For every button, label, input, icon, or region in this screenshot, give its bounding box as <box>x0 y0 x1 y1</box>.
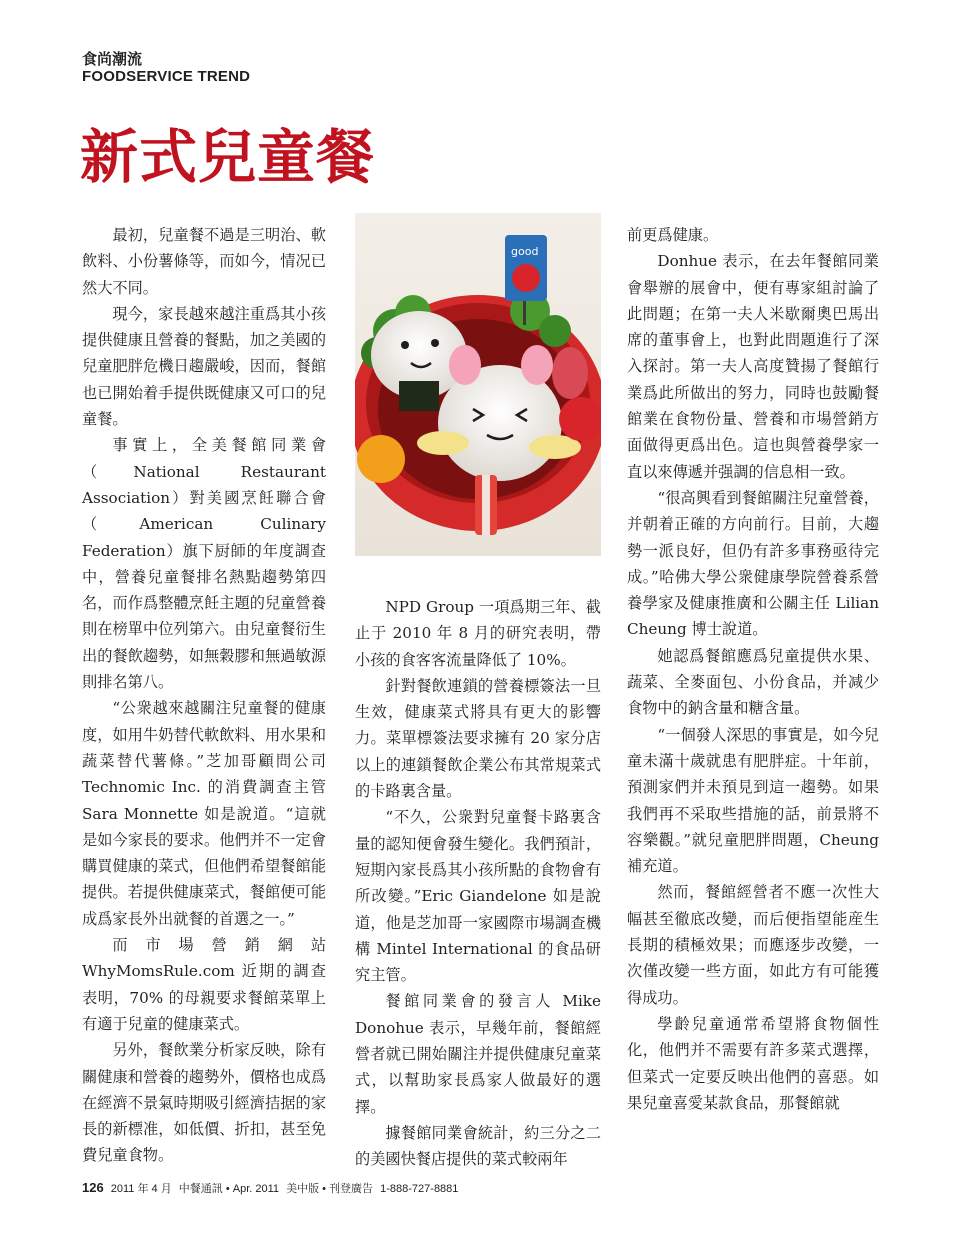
paragraph: 她認爲餐館應爲兒童提供水果、蔬菜、全麥面包、小份食品，并减少食物中的鈉含量和糖含量。 <box>627 646 879 718</box>
paragraph: 針對餐飲連鎖的營養標簽法一旦生效，健康菜式將具有更大的影響力。菜單標簽法要求擁有 20 家分店以上的連鎖餐飲企業公布其常規菜式的卡路裏含量。 <box>355 676 601 801</box>
paragraph: Donhue 表示，在去年餐館同業會舉辦的展會中，便有專家組討論了此問題；在第一夫人米歇爾奧巴馬出席的董事會上，也對此問題進行了深入探討。第一夫人高度贊揚了餐館行業爲此所做出的努力，同時也鼓勵餐館業在食物份量、營養和市場營銷方面做得更爲出色。這也與營養學家一直以來傳遞并强調的信息相一致。 <box>627 252 879 481</box>
paragraph: “很高興看到餐館關注兒童營養，并朝着正確的方向前行。目前，大趨勢一派良好，但仍有許多事務亟待完成。”哈佛大學公衆健康學院營養系營養學家及健康推廣和公關主任 Lilian Cheung 博士說道。 <box>627 488 879 639</box>
paragraph: 現今，家長越來越注重爲其小孩提供健康且營養的餐點，加之美國的兒童肥胖危機日趨嚴峻，因而，餐館也已開始着手提供既健康又可口的兒童餐。 <box>82 304 326 429</box>
paragraph: 據餐館同業會統計，約三分之二的美國快餐店提供的菜式較兩年 <box>355 1123 601 1169</box>
article-column-3 <box>627 222 879 1116</box>
paragraph: 而市場營銷網站 WhyMomsRule.com 近期的調查表明，70% 的母親要求餐館菜單上有適于兒童的健康菜式。 <box>82 936 326 1033</box>
section-label-en: FOODSERVICE TREND <box>82 68 251 85</box>
paragraph: “公衆越來越關注兒童餐的健康度，如用牛奶替代軟飲料、用水果和蔬菜替代薯條。”芝加哥顧問公司 Technomic Inc. 的消費調查主管 Sara Monnette 如是說道。“這就是如今家長的要求。他們并不一定會購買健康的菜式，但他們希望餐館能提供。若提供健康菜式，餐館便可能成爲家長外出就餐的首選之一。” <box>82 699 326 928</box>
bento-illustration <box>355 213 601 556</box>
article-column-1 <box>82 222 326 1169</box>
paragraph: “不久，公衆對兒童餐卡路裏含量的認知便會發生變化。我們預計，短期內家長爲其小孩所點的食物會有所改變。”Eric Giandelone 如是說道，他是芝加哥一家國際市場調查機構 Mintel International 的食品研究主管。 <box>355 808 601 985</box>
footer-date: 2011 年 4 月 <box>110 1183 172 1195</box>
paragraph: 最初，兒童餐不過是三明治、軟飲料、小份薯條等，而如今，情况已然大不同。 <box>82 226 326 297</box>
paragraph: 事實上，全美餐館同業會（National Restaurant Association）對美國烹飪聯合會（American Culinary Federation）旗下厨師的年度調查中，營養兒童餐排名熱點趨勢第四名，而作爲整體烹飪主題的兒童營養則在榜單中位列第六。由兒童餐衍生出的餐飲趨勢，如無穀膠和無過敏源則排名第八。 <box>82 436 326 692</box>
paragraph: “一個發人深思的事實是，如今兒童未滿十歲就患有肥胖症。十年前，預測家們并未預見到這一趨勢。如果我們再不采取些措施的話，前景將不容樂觀。”就兒童肥胖問題，Cheung 補充道。 <box>627 725 879 876</box>
footer-edition: 美中版 • 刊登廣告 <box>286 1183 374 1195</box>
section-label-zh: 食尚潮流 <box>82 50 143 68</box>
article-column-2 <box>355 594 601 1173</box>
footer-publication: 中餐通訊 • Apr. 2011 <box>178 1183 280 1195</box>
paragraph: 餐館同業會的發言人 Mike Donohue 表示，早幾年前，餐館經營者就已開始關注并提供健康兒童菜式，以幫助家長爲家人做最好的選擇。 <box>355 992 601 1116</box>
flag-text: good <box>511 245 539 258</box>
paragraph: 然而，餐館經營者不應一次性大幅甚至徹底改變，而后便指望能産生長期的積極效果；而應逐步改變，一次僅改變一些方面，如此方有可能獲得成功。 <box>627 883 879 1007</box>
section-header <box>82 50 250 86</box>
paragraph: 另外，餐飲業分析家反映，除有關健康和營養的趨勢外，價格也成爲在經濟不景氣時期吸引經濟拮据的家長的新標准，如低價、折扣，甚至免費兒童食物。 <box>82 1041 326 1165</box>
paragraph: NPD Group 一項爲期三年、截止于 2010 年 8 月的研究表明，帶小孩的食客客流量降低了 10%。 <box>355 598 601 669</box>
article-title: 新式兒童餐 <box>80 123 376 191</box>
footer-phone: 1-888-727-8881 <box>380 1183 459 1195</box>
bento-photo <box>355 213 601 556</box>
paragraph: 學齡兒童通常希望將食物個性化，他們并不需要有許多菜式選擇，但菜式一定要反映出他們的喜惡。如果兒童喜愛某款食品，那餐館就 <box>627 1014 879 1112</box>
paragraph: 前更爲健康。 <box>627 226 719 244</box>
page-number: 126 <box>82 1180 104 1195</box>
page-footer <box>82 1181 462 1196</box>
